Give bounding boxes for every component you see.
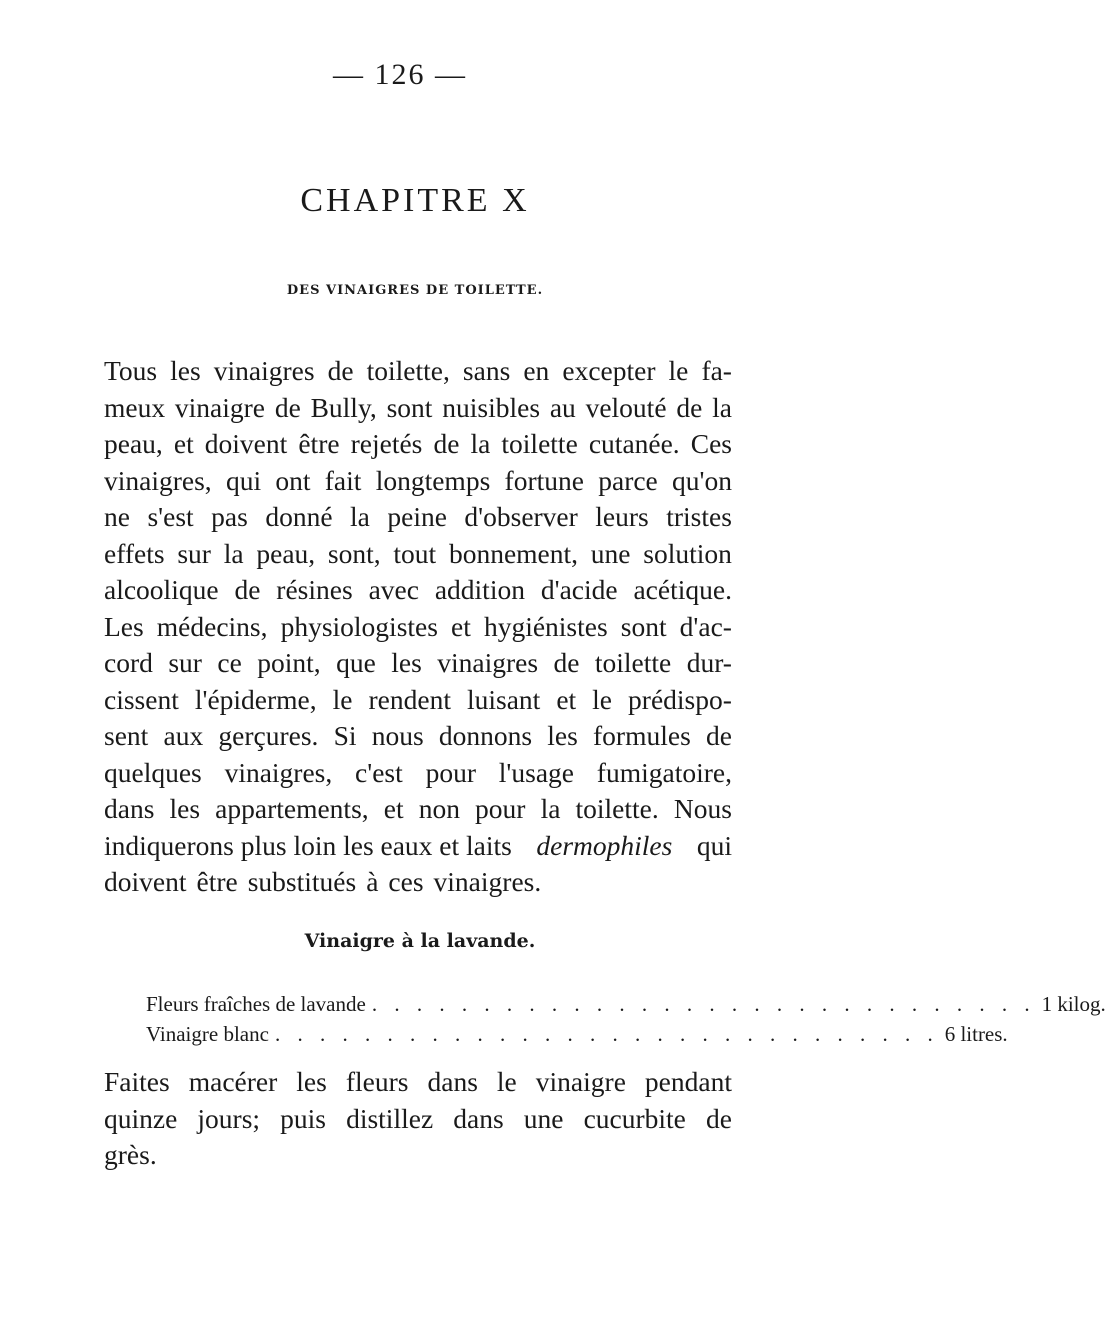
word: l'usage — [498, 756, 574, 788]
word: toilette — [594, 647, 672, 678]
word: toilette. — [575, 793, 659, 824]
word: d'acide — [540, 574, 618, 605]
word: doivent — [104, 866, 187, 897]
word: cutanée. — [588, 428, 680, 459]
word: fleurs — [345, 1066, 409, 1097]
word: fortune — [504, 464, 584, 496]
word: vinaigre — [174, 391, 266, 423]
word: toilette, — [366, 355, 450, 386]
word: de — [705, 720, 732, 751]
word: la — [350, 501, 370, 532]
word: qui — [225, 464, 262, 496]
word: physiologistes — [280, 610, 438, 642]
word: hygiénistes — [483, 610, 608, 642]
word: prédispo- — [628, 683, 732, 715]
word: luisant — [466, 683, 541, 715]
word: cucurbite — [583, 1102, 686, 1134]
word: alcoolique — [104, 574, 219, 605]
text-line — [104, 682, 732, 719]
word: la — [223, 537, 244, 569]
word: substitués — [247, 866, 357, 897]
word: non — [418, 793, 460, 824]
word: velouté — [585, 391, 667, 423]
word: dans — [427, 1066, 478, 1097]
word: aux — [163, 720, 204, 751]
word: jours; — [197, 1102, 261, 1134]
text-line — [104, 390, 732, 427]
word: effets — [104, 537, 165, 569]
word: longtemps — [375, 464, 491, 496]
word: de — [274, 391, 301, 423]
word: une — [590, 537, 631, 569]
ingredient-name: Vinaigre blanc — [146, 1022, 269, 1046]
word: les — [547, 720, 578, 751]
word: fait — [324, 464, 362, 496]
word: donnons — [438, 720, 533, 751]
word: s'est — [147, 501, 194, 532]
word: excepter — [562, 355, 656, 386]
word: addition — [434, 574, 525, 605]
word: tout — [393, 537, 437, 569]
word: toilette — [501, 428, 578, 459]
text-line — [104, 755, 732, 792]
word: point, — [257, 647, 321, 678]
word: les — [170, 355, 201, 386]
chapter-title: CHAPITRE X — [300, 182, 530, 219]
text-line — [104, 645, 732, 682]
leader-dots: . . . . . . . . . . . . . . . . . . . . . . . . . . . . . . — [371, 992, 1036, 1016]
text-line — [104, 463, 732, 500]
word: et — [383, 793, 404, 824]
word: de — [327, 355, 354, 386]
word: qu'on — [672, 464, 732, 496]
word: rendent — [368, 683, 451, 715]
word: dans — [453, 1102, 504, 1134]
word: c'est — [355, 756, 403, 788]
word: meux — [104, 391, 166, 423]
word: appartements, — [215, 793, 369, 824]
word: la — [712, 391, 732, 423]
word: vinaigres — [437, 647, 539, 678]
text-line — [104, 791, 732, 828]
ingredient-row — [146, 992, 1106, 1022]
text-segment: qui — [696, 829, 732, 861]
word: vinaigres. — [433, 866, 542, 897]
word: médecins, — [156, 610, 268, 642]
word: peau, — [104, 428, 163, 459]
word: donné — [265, 501, 333, 532]
text-line — [104, 572, 732, 609]
word: les — [169, 793, 201, 824]
word: d'observer — [464, 501, 578, 532]
word: sont — [386, 391, 433, 423]
word: peine — [387, 501, 447, 532]
word: et — [451, 610, 471, 642]
word: de — [553, 647, 580, 678]
word: distillez — [346, 1102, 434, 1134]
word: d'ac- — [679, 610, 732, 642]
word: le — [496, 1066, 517, 1097]
ingredient-quantity: 1 kilog. — [1041, 992, 1106, 1016]
text-line — [104, 1064, 732, 1101]
word: de — [705, 1102, 732, 1134]
word: le — [668, 355, 689, 386]
word: peau, — [256, 537, 316, 569]
ingredient-name: Fleurs fraîches de lavande — [146, 992, 366, 1016]
word: de — [433, 428, 460, 459]
paragraph-intro — [104, 353, 732, 901]
word: l'épiderme, — [194, 683, 317, 715]
word: ne — [104, 501, 130, 532]
word: cissent — [104, 683, 179, 715]
word: et — [556, 683, 577, 715]
recipe-title: Vinaigre à la lavande. — [304, 930, 536, 952]
word: vinaigre — [535, 1066, 626, 1097]
word: de — [676, 391, 703, 423]
word: les — [296, 1066, 327, 1097]
word: Tous — [104, 355, 158, 386]
word: gerçures. — [218, 720, 319, 751]
text-segment: indiquerons plus loin les eaux et laits — [104, 829, 512, 861]
word: sans — [462, 355, 511, 386]
word: résines — [276, 574, 353, 605]
word: pas — [211, 501, 248, 532]
word: avec — [368, 574, 419, 605]
word: être — [196, 866, 238, 897]
word: ont — [275, 464, 311, 496]
word: fa- — [701, 355, 732, 386]
word: dur- — [686, 647, 732, 678]
word: pour — [425, 756, 476, 788]
word: de — [234, 574, 261, 605]
word: doivent — [204, 428, 288, 459]
word: quinze — [104, 1102, 178, 1134]
text-line — [104, 609, 732, 646]
word: bonnement, — [448, 537, 579, 569]
word: une — [523, 1102, 564, 1134]
word: sur — [168, 647, 202, 678]
word: en — [523, 355, 550, 386]
word: sur — [177, 537, 211, 569]
word: leurs — [595, 501, 649, 532]
leader-dots: . . . . . . . . . . . . . . . . . . . . . . . . . . . . . . — [274, 1022, 939, 1046]
word: nuisibles — [442, 391, 541, 423]
word: pour — [475, 793, 526, 824]
word: Nous — [673, 793, 732, 824]
word: Si — [333, 720, 357, 751]
word: sont — [620, 610, 667, 642]
word: solution — [643, 537, 732, 569]
text-line — [104, 1137, 732, 1174]
text-line — [104, 1101, 732, 1138]
word: Faites — [104, 1066, 170, 1097]
word: puis — [280, 1102, 326, 1134]
page-number: — 126 — — [333, 58, 467, 91]
word: Les — [104, 610, 144, 642]
word: rejetés — [350, 428, 423, 459]
word: cord — [104, 647, 153, 678]
word: sent — [104, 720, 149, 751]
ingredient-row — [146, 1022, 1008, 1052]
word: la — [470, 428, 491, 459]
text-line — [104, 536, 732, 573]
text-line — [104, 718, 732, 755]
text-line — [104, 864, 732, 901]
word: Bully, — [310, 391, 377, 423]
word: vinaigres, — [104, 464, 212, 496]
paragraph-instructions — [104, 1064, 732, 1174]
word: pendant — [644, 1066, 732, 1097]
word: vinaigres — [213, 355, 315, 386]
word: à — [366, 866, 379, 897]
ingredient-list — [146, 992, 1106, 1052]
word: ces — [388, 866, 424, 897]
word: la — [540, 793, 561, 824]
word: fumigatoire, — [596, 756, 732, 788]
section-title: DES VINAIGRES DE TOILETTE. — [286, 283, 544, 298]
italic-word: dermophiles — [536, 829, 673, 861]
word: grès. — [104, 1139, 157, 1170]
text-line — [104, 499, 732, 536]
word: et — [173, 428, 194, 459]
word: ce — [217, 647, 242, 678]
word: parce — [598, 464, 658, 496]
word: Ces — [690, 428, 732, 459]
word: nous — [371, 720, 424, 751]
word: au — [549, 391, 576, 423]
text-line — [104, 426, 732, 463]
word: macérer — [188, 1066, 278, 1097]
word: être — [298, 428, 340, 459]
word: le — [332, 683, 353, 715]
word: formules — [593, 720, 691, 751]
word: quelques — [104, 756, 202, 788]
text-line — [104, 353, 732, 390]
word: le — [592, 683, 613, 715]
word: tristes — [666, 501, 732, 532]
word: vinaigres, — [224, 756, 333, 788]
word: dans — [104, 793, 155, 824]
word: acétique. — [633, 574, 732, 605]
ingredient-quantity: 6 litres. — [944, 1022, 1008, 1046]
word: que — [336, 647, 376, 678]
text-line-with-italic — [104, 828, 732, 865]
word: les — [391, 647, 422, 678]
word: sont, — [327, 537, 381, 569]
